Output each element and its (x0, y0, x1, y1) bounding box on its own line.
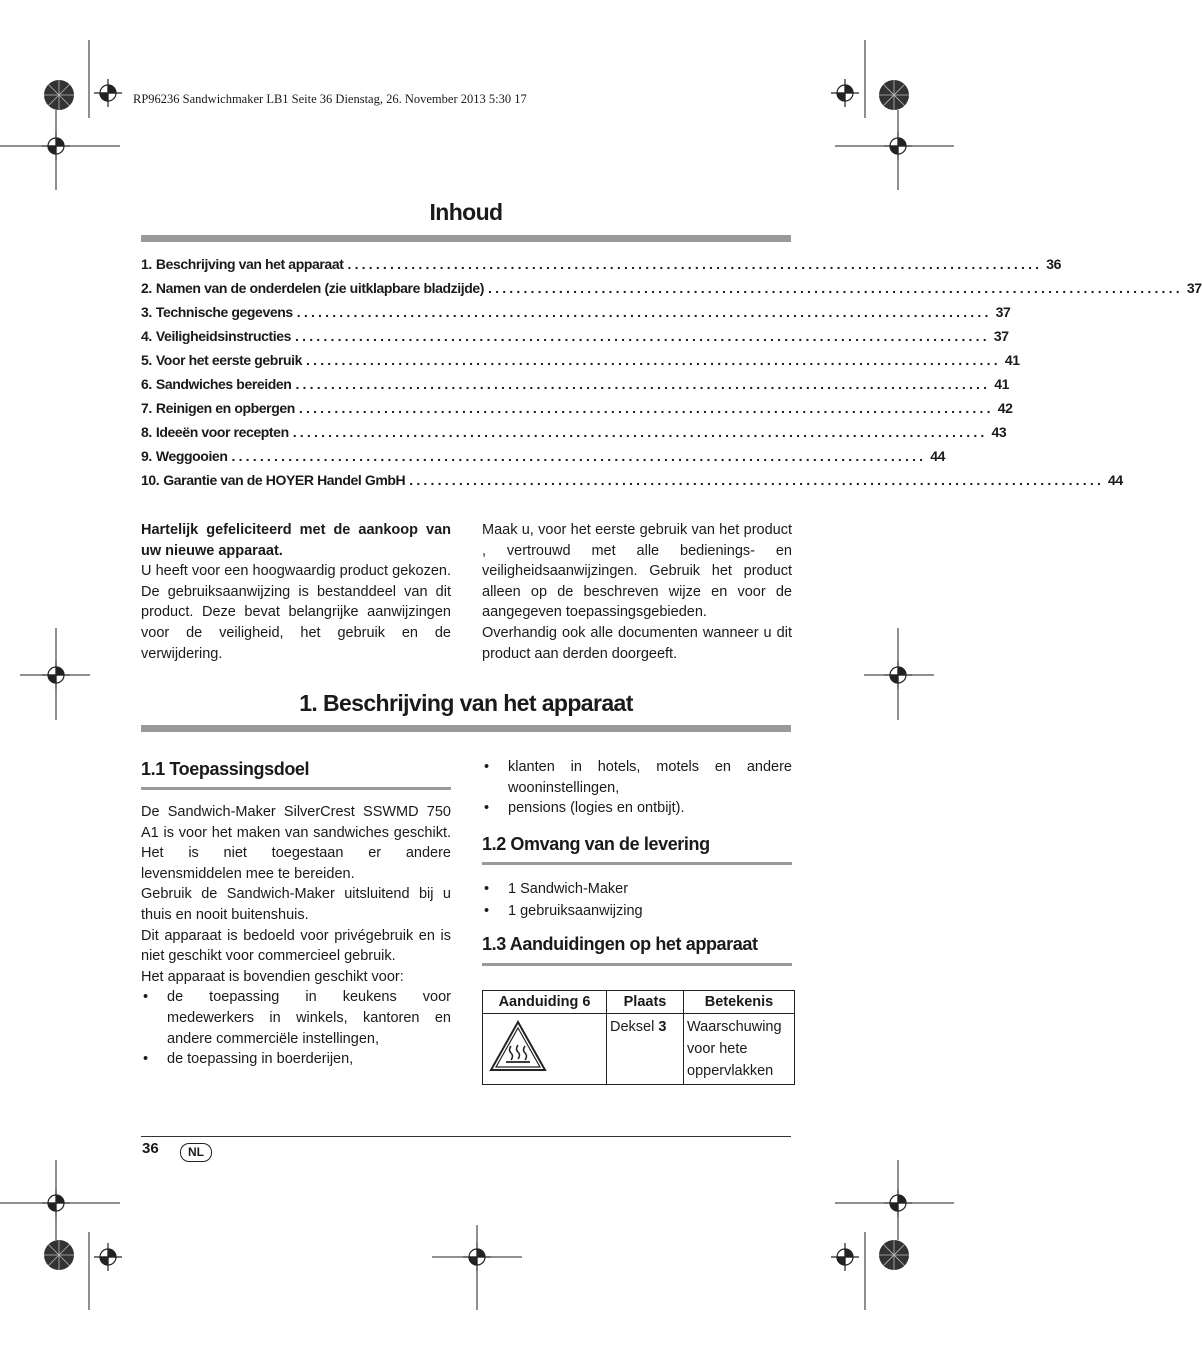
language-badge: NL (180, 1143, 212, 1162)
toc-leader-dots: .................................................................................................. (409, 472, 1105, 488)
paragraph: Dit apparaat is bedoeld voor privégebruik en is niet geschikt voor commercieel gebruik. (141, 927, 451, 965)
intro-left-column (141, 520, 451, 664)
toc-leader-dots: .................................................................................................. (296, 304, 992, 320)
toc-leader-dots: .................................................................................................. (295, 328, 990, 344)
subsection-title-1-2: 1.2 Omvang van de levering (482, 834, 710, 854)
paragraph: Het apparaat is bovendien geschikt voor: (141, 968, 404, 985)
toc-item[interactable]: 4. Veiligheidsinstructies .................................................................................................. 37 (141, 328, 1009, 344)
list-item: • de toepassing in boerderijen, (141, 1049, 451, 1070)
intro-heading: Hartelijk gefeliciteerd met de aankoop van uw nieuwe apparaat. (141, 522, 451, 559)
section-1-1-continued (482, 757, 792, 819)
subsection-title-1-3: 1.3 Aanduidingen op het apparaat (482, 934, 758, 954)
toc-item[interactable]: 1. Beschrijving van het apparaat .................................................................................................. 36 (141, 256, 1062, 272)
toc-item[interactable]: 3. Technische gegevens .................................................................................................. 37 (141, 304, 1011, 320)
page-number: 36 (142, 1140, 159, 1157)
bullet-list (482, 757, 792, 819)
paragraph: Gebruik de Sandwich-Maker uitsluitend bij u thuis en nooit buitenshuis. (141, 886, 451, 923)
section-1-2-list (482, 878, 792, 922)
bullet-list (482, 878, 792, 922)
toc-page-number: 41 (994, 376, 1010, 392)
footer-rule (141, 1136, 791, 1137)
section-1-1-text (141, 802, 451, 1070)
subsection-rule (482, 963, 792, 966)
list-item: • 1 Sandwich-Maker (482, 878, 792, 900)
toc-page-number: 41 (1004, 352, 1020, 368)
table-cell: Waarschuwing voor hete oppervlakken (684, 1014, 795, 1085)
toc-page-number: 43 (991, 424, 1007, 440)
part-number: 3 (658, 1019, 667, 1035)
toc-title: Inhoud (429, 199, 503, 225)
bullet-list (141, 987, 451, 1069)
toc-title-bar (141, 235, 791, 242)
toc-leader-dots: .................................................................................................. (347, 256, 1043, 272)
toc-item[interactable]: 2. Namen van de onderdelen (zie uitklapbare bladzijde) .................................................................................................. 37 (141, 280, 1202, 296)
toc-page-number: 37 (993, 328, 1009, 344)
print-header: RP96236 Sandwichmaker LB1 Seite 36 Dienstag, 26. November 2013 5:30 17 (133, 92, 527, 106)
toc-item[interactable]: 10. Garantie van de HOYER Handel GmbH .................................................................................................. 44 (141, 472, 1123, 488)
toc-page-number: 37 (995, 304, 1011, 320)
intro-left-text: U heeft voor een hoogwaardig product gekozen. De gebruiksaanwijzing is bestanddeel van dit product. Deze bevat belangrijke aanwijzingen voor de veiligheid, het gebruik en de verwijdering. (141, 563, 451, 662)
section-title-bar (141, 725, 791, 732)
table-header: Betekenis (684, 991, 795, 1014)
toc-page-number: 44 (930, 448, 946, 464)
toc-page-number: 37 (1186, 280, 1202, 296)
markings-table (482, 990, 795, 1085)
list-item: • pensions (logies en ontbijt). (482, 798, 792, 819)
paragraph: De Sandwich-Maker SilverCrest SSWMD 750 A1 is voor het maken van sandwiches geschikt. Het is niet toegestaan er andere levensmiddelen mee te bereiden. (141, 804, 451, 882)
hot-surface-warning-icon (488, 1018, 548, 1074)
toc-page-number: 36 (1046, 256, 1062, 272)
toc-item[interactable]: 6. Sandwiches bereiden .................................................................................................. 41 (141, 376, 1010, 392)
toc-leader-dots: .................................................................................................. (488, 280, 1183, 296)
table-header: Aanduiding 6 (483, 991, 607, 1014)
table-header: Plaats (607, 991, 684, 1014)
toc-leader-dots: .................................................................................................. (292, 424, 988, 440)
subsection-rule (482, 862, 792, 865)
subsection-rule (141, 787, 451, 790)
list-item: • 1 gebruiksaanwijzing (482, 900, 792, 922)
toc-item[interactable]: 9. Weggooien .................................................................................................. 44 (141, 448, 946, 464)
toc-page-number: 42 (997, 400, 1013, 416)
place-text: Deksel (610, 1019, 659, 1035)
intro-right-paragraph-1: Maak u, voor het eerste gebruik van het product , vertrouwd met alle bedienings- en veiligheidsaanwijzingen. Gebruik het product alleen op de beschreven wijze en voor de aangegeven toepassingsgebieden. (482, 522, 792, 621)
table-cell (483, 1014, 607, 1085)
toc-leader-dots: .................................................................................................. (306, 352, 1001, 368)
toc-leader-dots: .................................................................................................. (231, 448, 927, 464)
intro-right-column (482, 520, 792, 664)
intro-right-paragraph-2: Overhandig ook alle documenten wanneer u dit product aan derden doorgeeft. (482, 624, 792, 662)
list-item: • klanten in hotels, motels en andere wooninstellingen, (482, 757, 792, 798)
toc-item[interactable]: 5. Voor het eerste gebruik .................................................................................................. 41 (141, 352, 1020, 368)
list-item: • de toepassing in keukens voor medewerkers in winkels, kantoren en andere commerciële instellingen, (141, 987, 451, 1049)
toc-item[interactable]: 7. Reinigen en opbergen .................................................................................................. 42 (141, 400, 1013, 416)
toc-leader-dots: .................................................................................................. (298, 400, 994, 416)
subsection-title-1-1: 1.1 Toepassingsdoel (141, 759, 310, 779)
toc-page-number: 44 (1108, 472, 1123, 488)
toc-leader-dots: .................................................................................................. (295, 376, 991, 392)
table-of-contents (141, 256, 1202, 496)
table-cell (607, 1014, 684, 1085)
table-row (483, 1014, 795, 1085)
section-title: 1. Beschrijving van het apparaat (299, 690, 633, 716)
toc-item[interactable]: 8. Ideeën voor recepten .................................................................................................. 43 (141, 424, 1007, 440)
